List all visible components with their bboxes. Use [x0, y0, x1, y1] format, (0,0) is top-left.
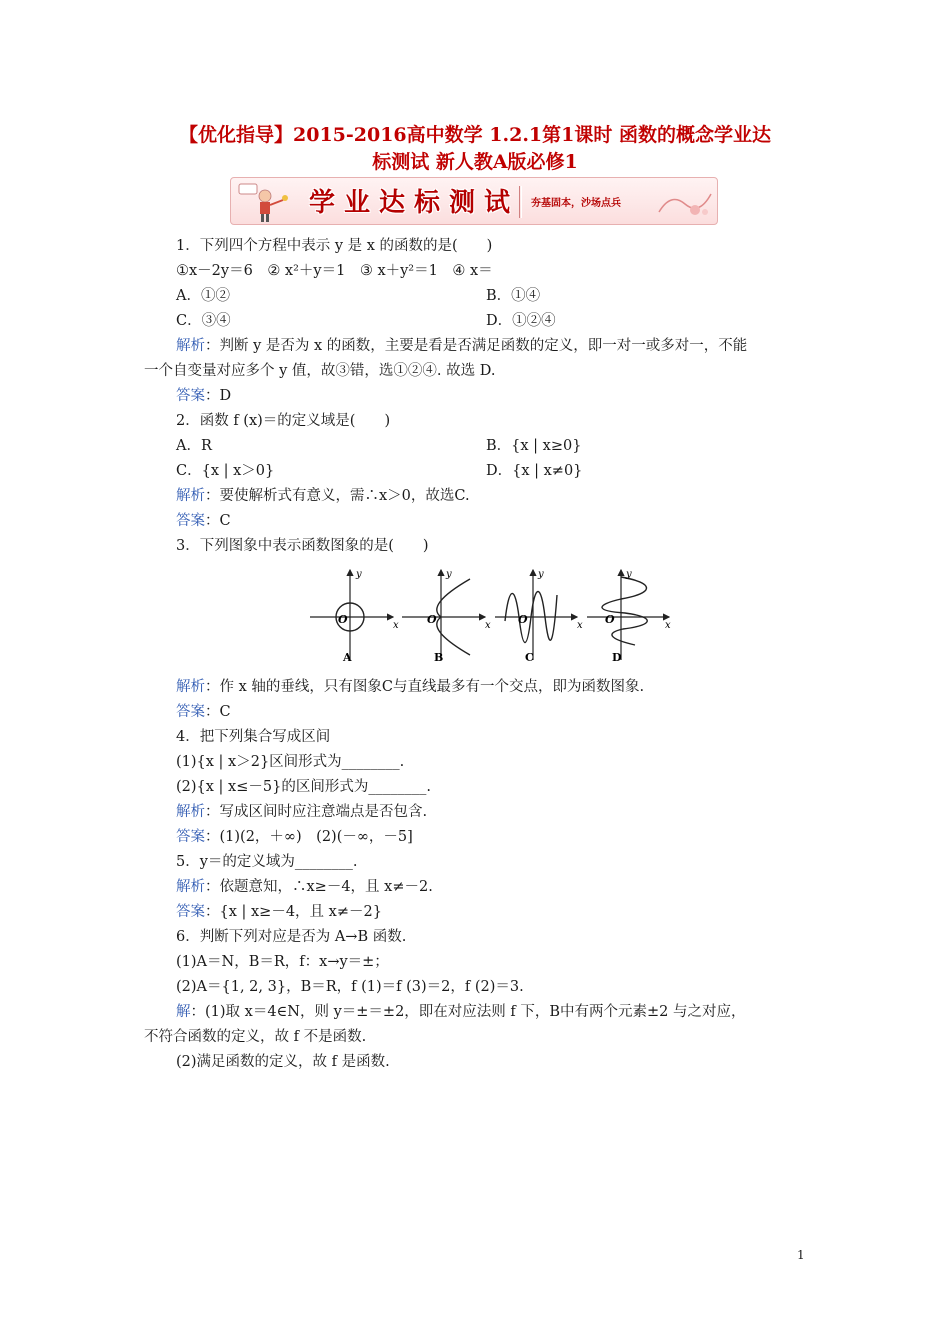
- q2-option-d: D．{x | x≠0}: [486, 463, 583, 479]
- q4-answer: 答案：(1)(2，＋∞) (2)(－∞，－5]: [176, 829, 413, 845]
- page-number: 1: [797, 1248, 805, 1262]
- q6-part-2: (2)A＝{1, 2, 3}，B＝R，f (1)＝f (3)＝2，f (2)＝3.: [176, 979, 524, 995]
- panel-label-d: D: [612, 651, 622, 664]
- solution-label: 解: [176, 1004, 191, 1020]
- banner-divider: [519, 186, 520, 218]
- q1-option-b: B．①④: [486, 288, 541, 304]
- q2-analysis: 解析：要使解析式有意义，需∴x＞0，故选C.: [176, 488, 470, 504]
- q2-option-a: A．R: [176, 438, 212, 454]
- panel-label-a: A: [343, 651, 352, 664]
- graph-panel-d: [587, 569, 671, 664]
- q1-option-c: C．③④: [176, 313, 231, 329]
- q2-answer: 答案：C: [176, 513, 231, 529]
- banner-slogan: 夯基固本，沙场点兵: [531, 198, 621, 209]
- analysis-label: 解析: [176, 679, 205, 695]
- answer-label: 答案: [176, 904, 205, 920]
- q6-solution-part-2: (2)满足函数的定义，故 f 是函数.: [176, 1054, 390, 1070]
- x-axis-label-b: x: [485, 620, 491, 631]
- y-axis-label-b: y: [446, 569, 452, 580]
- origin-label-d: O: [605, 613, 615, 626]
- q2-option-c: C．{x | x＞0}: [176, 463, 275, 479]
- x-axis-label-d: x: [665, 620, 671, 631]
- analysis-label: 解析: [176, 879, 205, 895]
- graph-panel-a: [310, 569, 399, 664]
- q3-answer: 答案：C: [176, 704, 231, 720]
- q4-part-2: (2){x | x≤－5}的区间形式为________.: [176, 779, 431, 795]
- x-axis-label-a: x: [393, 620, 399, 631]
- q5-analysis: 解析：依题意知，∴x≥－4，且 x≠－2.: [176, 879, 433, 895]
- q5-stem: 5．y＝的定义域为________.: [176, 854, 358, 870]
- x-axis-label-c: x: [577, 620, 583, 631]
- q1-option-d: D．①②④: [486, 313, 556, 329]
- analysis-label: 解析: [176, 338, 205, 354]
- q4-analysis: 解析：写成区间时应注意端点是否包含.: [176, 804, 428, 820]
- q6-solution-cont: 不符合函数的定义，故 f 不是函数.: [144, 1029, 367, 1045]
- panel-label-b: B: [434, 651, 444, 664]
- q6-part-1: (1)A＝N，B＝R，f：x→y＝±；: [176, 954, 389, 970]
- graph-panel-c: [495, 569, 583, 664]
- q1-stem: 1．下列四个方程中表示 y 是 x 的函数的是( ): [176, 238, 493, 254]
- section-banner: [230, 177, 718, 225]
- graph-panel-b: [402, 569, 491, 664]
- q1-items: ①x－2y＝6 ② x²＋y＝1 ③ x＋y²＝1 ④ x＝: [176, 263, 493, 279]
- cartoon-figure-icon: [235, 180, 291, 224]
- q3-stem: 3．下列图象中表示函数图象的是( ): [176, 538, 429, 554]
- q2-option-b: B．{x | x≥0}: [486, 438, 582, 454]
- document-title: [130, 122, 820, 176]
- y-axis-label-a: y: [356, 569, 362, 580]
- q6-stem: 6．判断下列对应是否为 A→B 函数.: [176, 929, 407, 945]
- title-line-1: 【优化指导】2015-2016高中数学 1.2.1第1课时 函数的概念学业达: [179, 124, 771, 146]
- analysis-label: 解析: [176, 488, 205, 504]
- y-axis-label-c: y: [538, 569, 544, 580]
- q5-answer: 答案：{x | x≥－4，且 x≠－2}: [176, 904, 382, 920]
- q1-option-a: A．①②: [176, 288, 230, 304]
- q1-analysis: 解析：判断 y 是否为 x 的函数，主要是看是否满足函数的定义，即一对一或多对一，不能: [176, 338, 748, 354]
- q4-stem: 4．把下列集合写成区间: [176, 729, 331, 745]
- title-line-2: 标测试 新人教A版必修1: [372, 151, 578, 173]
- answer-label: 答案: [176, 388, 205, 404]
- q4-part-1: (1){x | x＞2}区间形式为________.: [176, 754, 405, 770]
- panel-label-c: C: [525, 651, 534, 664]
- origin-label-a: O: [338, 613, 348, 626]
- y-axis-label-d: y: [626, 569, 632, 580]
- origin-label-b: O: [427, 613, 437, 626]
- analysis-label: 解析: [176, 804, 205, 820]
- q1-answer: 答案：D: [176, 388, 232, 404]
- answer-label: 答案: [176, 829, 205, 845]
- decoration-icon: [651, 182, 715, 222]
- answer-label: 答案: [176, 513, 205, 529]
- q3-analysis: 解析：作 x 轴的垂线，只有图象C与直线最多有一个交点，即为函数图象.: [176, 679, 645, 695]
- q6-solution: 解：(1)取 x＝4∈N，则 y＝±＝±2，即在对应法则 f 下，B中有两个元素±2 与之对应，: [176, 1004, 746, 1020]
- function-graphs-figure: [305, 565, 677, 665]
- origin-label-c: O: [518, 613, 528, 626]
- q1-analysis-cont: 一个自变量对应多个 y 值，故③错，选①②④. 故选 D.: [144, 363, 496, 379]
- banner-heading: 学业达标测试: [309, 188, 520, 218]
- q2-stem: 2．函数 f (x)＝的定义域是( ): [176, 413, 391, 429]
- answer-label: 答案: [176, 704, 205, 720]
